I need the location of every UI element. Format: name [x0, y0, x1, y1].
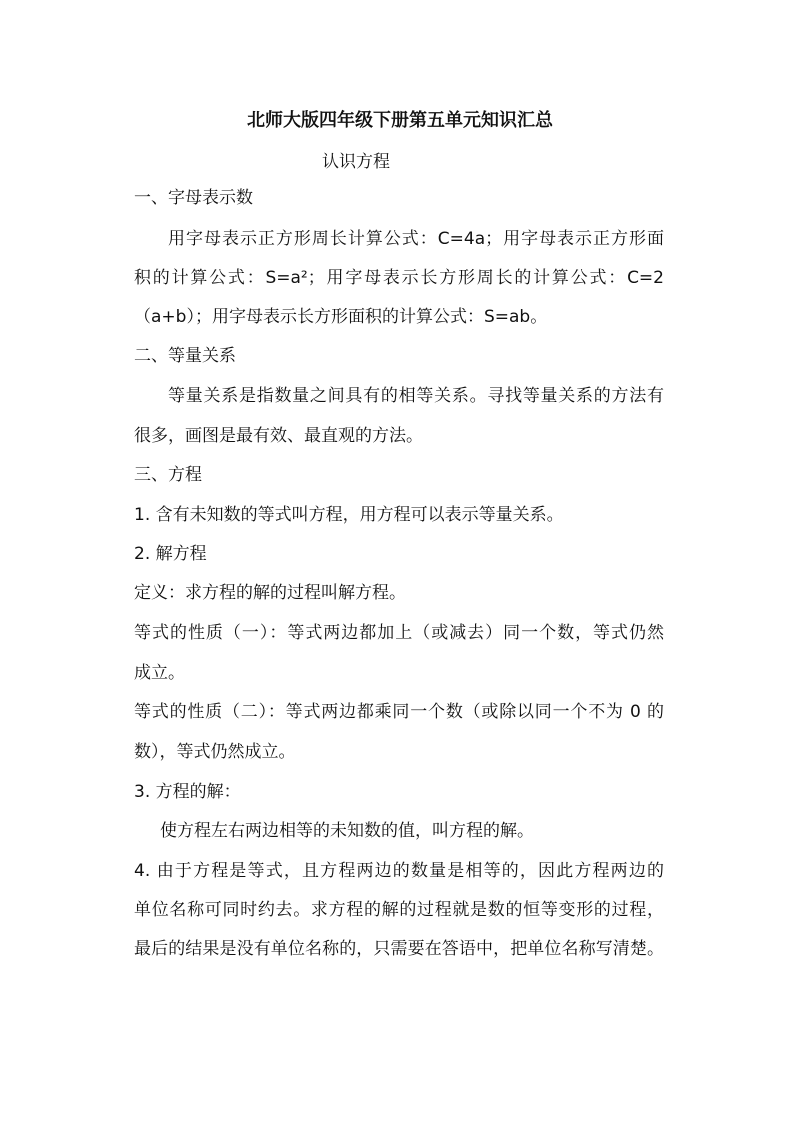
paragraph-line: 使方程左右两边相等的未知数的值，叫方程的解。	[160, 821, 534, 841]
document-subtitle: 认识方程	[322, 152, 390, 172]
list-item-heading: 3. 方程的解：	[134, 782, 241, 802]
property-line: 成立。	[134, 663, 185, 683]
section-heading-letters: 一、字母表示数	[134, 188, 253, 208]
list-item-heading: 2. 解方程	[134, 544, 207, 564]
paragraph-line: 等量关系是指数量之间具有的相等关系。寻找等量关系的方法有	[168, 386, 664, 406]
list-item: 1. 含有未知数的等式叫方程，用方程可以表示等量关系。	[134, 505, 564, 525]
section-heading-equation: 三、方程	[134, 465, 202, 485]
paragraph-line: 单位名称可同时约去。求方程的解的过程就是数的恒等变形的过程，	[134, 900, 664, 920]
paragraph-line: 4. 由于方程是等式，且方程两边的数量是相等的，因此方程两边的	[134, 861, 664, 881]
paragraph-line: 最后的结果是没有单位名称的，只需要在答语中，把单位名称写清楚。	[134, 939, 664, 959]
paragraph-line: 用字母表示正方形周长计算公式：C=4a；用字母表示正方形面	[168, 229, 664, 249]
paragraph-line: 很多，画图是最有效、最直观的方法。	[134, 426, 423, 446]
definition-line: 定义：求方程的解的过程叫解方程。	[134, 583, 406, 603]
paragraph-line: （a+b）；用字母表示长方形面积的计算公式：S=ab。	[134, 307, 548, 327]
property-line: 等式的性质（一）：等式两边都加上（或减去）同一个数，等式仍然	[134, 623, 664, 643]
document-title: 北师大版四年级下册第五单元知识汇总	[247, 110, 553, 131]
section-heading-equivalence: 二、等量关系	[134, 346, 236, 366]
property-line: 等式的性质（二）：等式两边都乘同一个数（或除以同一个不为 0 的	[134, 702, 664, 722]
paragraph-line: 积的计算公式：S=a²；用字母表示长方形周长的计算公式：C=2	[134, 268, 664, 288]
property-line: 数），等式仍然成立。	[134, 742, 296, 762]
